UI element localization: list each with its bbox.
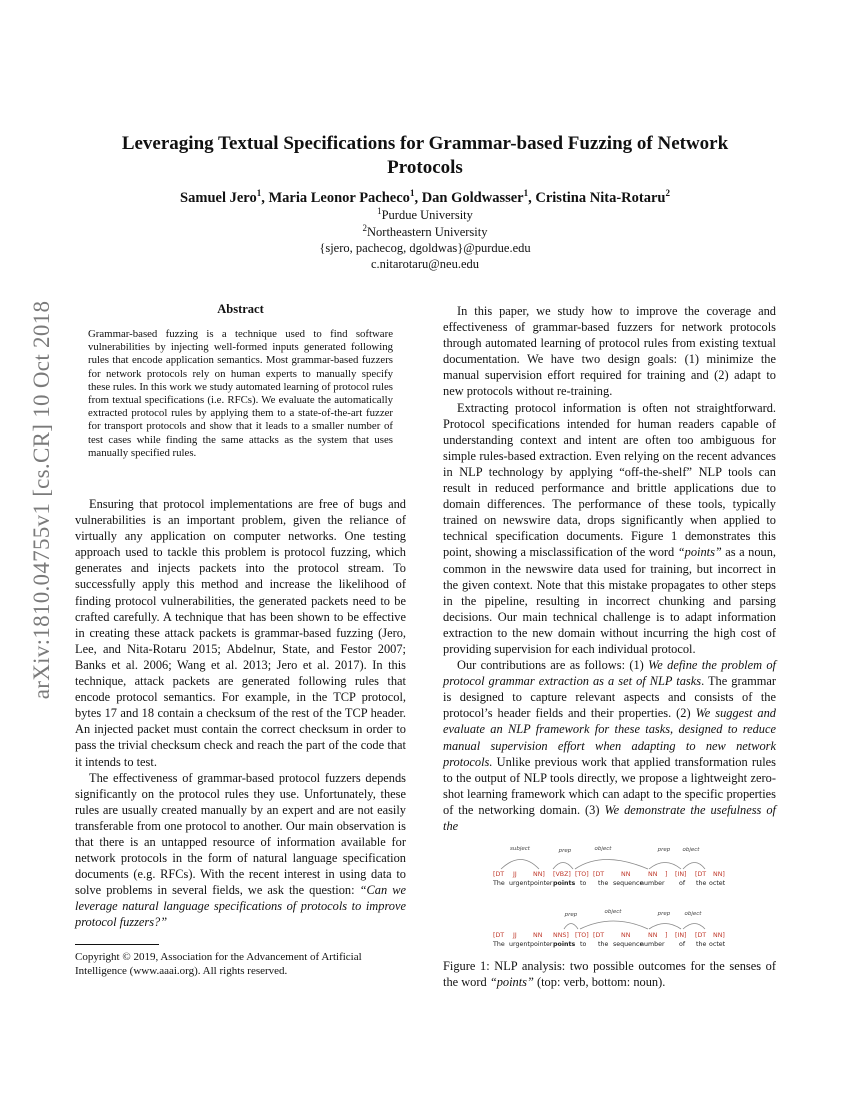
svg-text:octet: octet bbox=[709, 941, 726, 948]
svg-text:NN]: NN] bbox=[533, 871, 545, 878]
email: c.nitarotaru@neu.edu bbox=[371, 257, 479, 271]
arc bbox=[649, 863, 681, 870]
affiliation: $^1$Purdue University bbox=[377, 205, 473, 222]
author-name: Cristina Nita-Rotaru bbox=[535, 190, 666, 206]
svg-text:pointer: pointer bbox=[530, 941, 553, 948]
figure-caption: Figure 1: NLP analysis: two possible outcomes for the senses of the word “points” (top: verb, bottom: noun). bbox=[443, 959, 776, 989]
svg-text:JJ: JJ bbox=[513, 871, 517, 878]
svg-text:NN: NN bbox=[621, 871, 631, 878]
body-paragraph: Ensuring that protocol implementations are free of bugs and vulnerabilities is an important problem, given the reliance of virtually any application on computer networks. One testing approach used to tackle this problem is protocol fuzzing, which generates and injects packets into the protocol stream. To successfully apply this method and increase the likelihood of finding protocol vulnerabilities, the generated packets need to be crafted carefully. A technique that has been shown to be effective in creating these attack packets is grammar-based fuzzing (Jero, Lee, and Nita-Rotaru 2015; Abdelnur, State, and Festor 2007; Banks et al. 2006; Wang et al. 2013; Jero et al. 2017). In this technique, attack packets are generated following rules that encode protocol semantics. For example, in the TCP protocol, bytes 17 and 18 contain a checksum of the rest of the TCP header. An injected packet must contain the correct checksum in order to pass the trivial checksum check and reach the part of the code that it intends to test. bbox=[75, 497, 406, 769]
svg-text:]: ] bbox=[665, 932, 668, 939]
svg-text:the: the bbox=[696, 941, 707, 948]
svg-text:urgent: urgent bbox=[509, 880, 530, 887]
left-column bbox=[75, 496, 406, 931]
arc-label: prep bbox=[657, 911, 671, 917]
svg-text:octet: octet bbox=[709, 880, 726, 887]
author-list: Samuel Jero$^1$, Maria Leonor Pacheco$^1$, Dan Goldwasser$^1$, Cristina Nita-Rotaru$^2$ bbox=[180, 188, 670, 206]
nlp-figure bbox=[443, 838, 776, 956]
arc bbox=[575, 860, 648, 870]
copyright-footnote: Copyright © 2019, Association for the Advancement of Artificial Intelligence (www.aaai.org). All rights reserved. bbox=[75, 951, 362, 977]
arc-label: prep bbox=[558, 848, 572, 854]
arc-label: subject bbox=[510, 846, 530, 852]
author-name: Maria Leonor Pacheco bbox=[268, 190, 410, 206]
arc bbox=[580, 921, 648, 929]
svg-text:points: points bbox=[553, 880, 576, 887]
svg-text:[DT: [DT bbox=[695, 871, 707, 878]
arc-label: object bbox=[684, 911, 702, 917]
paper-title: Leveraging Textual Specifications for Grammar-based Fuzzing of Network Protocols bbox=[121, 133, 729, 178]
arc bbox=[683, 863, 705, 870]
svg-text:of: of bbox=[679, 880, 686, 887]
svg-text:[TO]: [TO] bbox=[575, 871, 589, 878]
body-paragraph: In this paper, we study how to improve the coverage and effectiveness of grammar-based fuzzers for network protocols through automated learning of protocol rules from existing textual documentation. We have two design goals: (1) minimize the manual supervision effort required for training and (2) adapt to new protocols without re-training. bbox=[443, 304, 776, 399]
author-name: Dan Goldwasser bbox=[421, 190, 524, 206]
abstract-heading: Abstract bbox=[217, 302, 264, 316]
author-name: Samuel Jero bbox=[180, 190, 257, 206]
svg-text:of: of bbox=[679, 941, 686, 948]
footnote-rule bbox=[75, 944, 159, 945]
svg-text:sequence: sequence bbox=[613, 941, 644, 948]
svg-text:[DT: [DT bbox=[695, 932, 707, 939]
svg-text:pointer: pointer bbox=[530, 880, 553, 887]
arc bbox=[649, 924, 681, 930]
svg-text:[DT: [DT bbox=[593, 871, 605, 878]
svg-text:urgent: urgent bbox=[509, 941, 530, 948]
svg-text:NNS]: NNS] bbox=[553, 932, 569, 939]
svg-text:NN: NN bbox=[621, 932, 631, 939]
arc bbox=[564, 924, 578, 930]
body-paragraph: Extracting protocol information is often not straightforward. Protocol specifications intended for human readers capable of understanding context and intent are often too ambiguous for simple rules-based extraction. Even relying on the recent advances in NLP technology by applying “off-the-shelf” NLP tools can result in reduced performance and brittle applications due to domain differences. The performance of these tools, typically trained on newswire data, drops significantly when applied to technical specification documents. Figure 1 demonstrates this point, showing a misclassification of the word “points” as a noun, common in the newswire data used for training, but incorrect in the given context. Note that this mistake propagates to other steps in the pipeline, resulting in incorrect chunking and parsing decisions. Our main technical challenge is to adapt information extraction to the new domain without incurring the high cost of providing supervision for each individual protocol. bbox=[443, 400, 776, 656]
arc-label: prep bbox=[657, 847, 671, 853]
svg-text:NN: NN bbox=[648, 932, 658, 939]
svg-text:The: The bbox=[493, 941, 505, 948]
svg-text:sequence: sequence bbox=[613, 880, 644, 887]
svg-text:[IN]: [IN] bbox=[675, 932, 687, 939]
arc-label: prep bbox=[564, 912, 578, 918]
svg-text:the: the bbox=[598, 941, 609, 948]
svg-text:]: ] bbox=[665, 871, 668, 878]
svg-text:NN: NN bbox=[648, 871, 658, 878]
svg-text:[DT: [DT bbox=[493, 871, 505, 878]
affiliation: $^2$Northeastern University bbox=[362, 222, 488, 239]
body-paragraph: The effectiveness of grammar-based protocol fuzzers depends significantly on the protocol rules they use. Unfortunately, these rules are usually created manually by an expert and are not easily transferable from one protocol to another. Our main observation is that there is an untapped resource of information available for network protocols in the form of natural language specification documents (e.g. RFCs). With the recent interest in using data to solve problems in several fields, we ask the question: “Can we leverage natural language specifications of protocols to improve protocol fuzzers?” bbox=[75, 770, 406, 930]
svg-text:The: The bbox=[493, 880, 505, 887]
svg-text:points: points bbox=[553, 941, 576, 948]
svg-text:number: number bbox=[640, 941, 665, 948]
svg-text:[TO]: [TO] bbox=[575, 932, 589, 939]
svg-text:NN]: NN] bbox=[713, 871, 725, 878]
svg-text:the: the bbox=[598, 880, 609, 887]
body-paragraph: Our contributions are as follows: (1) We define the problem of protocol grammar extraction as a set of NLP tasks. The grammar is designed to capture relevant aspects and consists of the protocol’s header fields and their properties. (2) We suggest and evaluate an NLP framework for these tasks, designed to reduce manual supervision effort when adapting to new network protocols. Unlike previous work that applied transformation rules to the output of NLP tools directly, we propose a lightweight zero-shot learning framework which can adapt to the specific properties of the networking domain. (3) We demonstrate the usefulness of the bbox=[443, 658, 776, 833]
svg-text:to: to bbox=[580, 880, 587, 887]
arc bbox=[501, 860, 539, 870]
svg-text:to: to bbox=[580, 941, 587, 948]
svg-text:[DT: [DT bbox=[493, 932, 505, 939]
arxiv-stamp: arXiv:1810.04755v1 [cs.CR] 10 Oct 2018 bbox=[29, 300, 54, 700]
svg-text:JJ: JJ bbox=[513, 932, 517, 939]
right-column bbox=[443, 303, 776, 834]
svg-text:NN: NN bbox=[533, 932, 543, 939]
svg-text:[IN]: [IN] bbox=[675, 871, 687, 878]
svg-text:NN]: NN] bbox=[713, 932, 725, 939]
svg-text:number: number bbox=[640, 880, 665, 887]
arc-label: object bbox=[594, 846, 612, 852]
arc-label: object bbox=[604, 909, 622, 915]
arc-label: object bbox=[682, 847, 700, 853]
svg-text:[VBZ]: [VBZ] bbox=[553, 871, 571, 878]
svg-text:the: the bbox=[696, 880, 707, 887]
arc bbox=[683, 924, 705, 930]
abstract-text: Grammar-based fuzzing is a technique used to find software vulnerabilities by injecting well-formed inputs generated following rules that encode application semantics. Most grammar-based fuzzers for network protocols rely on human experts to manually specify these rules. In this work we study automated learning of protocol rules from textual specifications (i.e. RFCs). We evaluate the automatically extracted protocol rules by applying them to a state-of-the-art fuzzer for transport protocols and show that it leads to a smaller number of test cases while finding the same attacks as the system that uses manually specified rules. bbox=[88, 328, 393, 459]
arc bbox=[553, 863, 573, 870]
svg-text:[DT: [DT bbox=[593, 932, 605, 939]
email: {sjero, pachecog, dgoldwas}@purdue.edu bbox=[319, 241, 531, 255]
